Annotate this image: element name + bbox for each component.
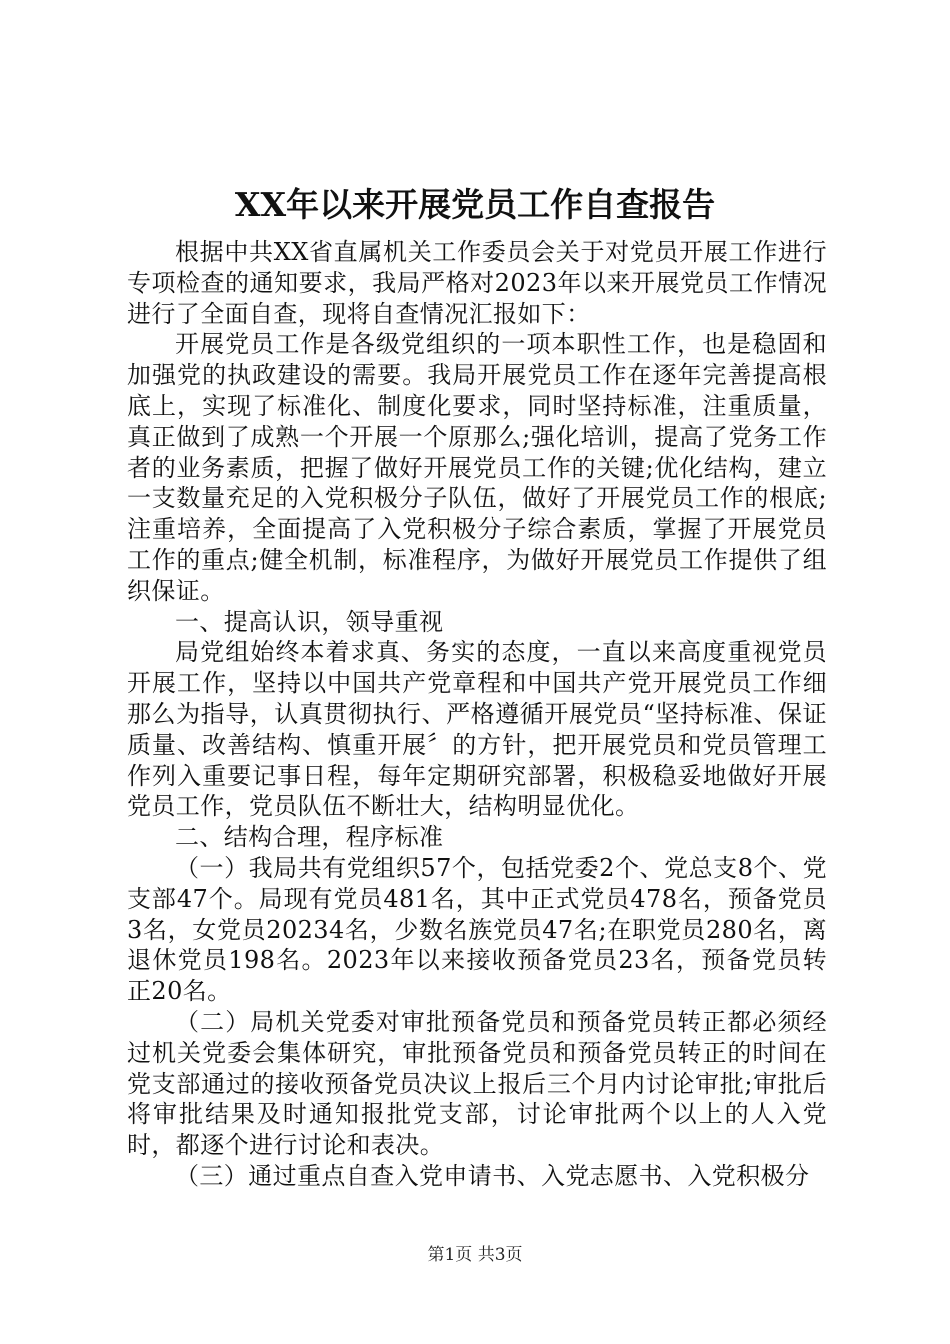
page-footer: 第1页 共3页 (427, 1245, 523, 1265)
section-heading-2: 二、结构合理，程序标准 (175, 823, 444, 852)
intro-paragraph: 根据中共XX省直属机关工作委员会关于对党员开展工作进行专项检查的通知要求，我局严格对2023年以来开展党员工作情况进行了全面自查，现将自查情况汇报如下： (127, 238, 827, 328)
section-2-item-1: （一）我局共有党组织57个，包括党委2个、党总支8个、党支部47个。局现有党员481名，其中正式党员478名，预备党员3名，女党员20234名，少数名族党员47名;在职党员280名，离退休党员198名。2023年以来接收预备党员23名，预备党员转正20名。 (127, 853, 827, 1006)
section-2-item-3: （三）通过重点自查入党申请书、入党志愿书、入党积极分 (175, 1161, 810, 1190)
section-heading-1: 一、提高认识，领导重视 (175, 607, 444, 636)
document-body (127, 237, 827, 1192)
section-1-paragraph: 局党组始终本着求真、务实的态度，一直以来高度重视党员开展工作，坚持以中国共产党章程和中国共产党开展党员工作细那么为指导，认真贯彻执行、严格遵循开展党员“坚持标准、保证质量、改善结构、慎重开展〞的方针，把开展党员和党员管理工作列入重要记事日程，每年定期研究部署，积极稳妥地做好开展党员工作，党员队伍不断壮大，结构明显优化。 (127, 638, 827, 821)
document-title: XX年以来开展党员工作自查报告 (234, 185, 716, 224)
overview-paragraph: 开展党员工作是各级党组织的一项本职性工作，也是稳固和加强党的执政建设的需要。我局开展党员工作在逐年完善提高根底上，实现了标准化、制度化要求，同时坚持标准，注重质量，真正做到了成熟一个开展一个原那么;强化培训，提高了党务工作者的业务素质，把握了做好开展党员工作的关键;优化结构，建立一支数量充足的入党积极分子队伍，做好了开展党员工作的根底;注重培养，全面提高了入党积极分子综合素质，掌握了开展党员工作的重点;健全机制，标准程序，为做好开展党员工作提供了组织保证。 (127, 330, 827, 605)
section-2-item-2: （二）局机关党委对审批预备党员和预备党员转正都必须经过机关党委会集体研究，审批预备党员和预备党员转正的时间在党支部通过的接收预备党员决议上报后三个月内讨论审批;审批后将审批结果及时通知报批党支部，讨论审批两个以上的人入党时，都逐个进行讨论和表决。 (127, 1007, 827, 1160)
